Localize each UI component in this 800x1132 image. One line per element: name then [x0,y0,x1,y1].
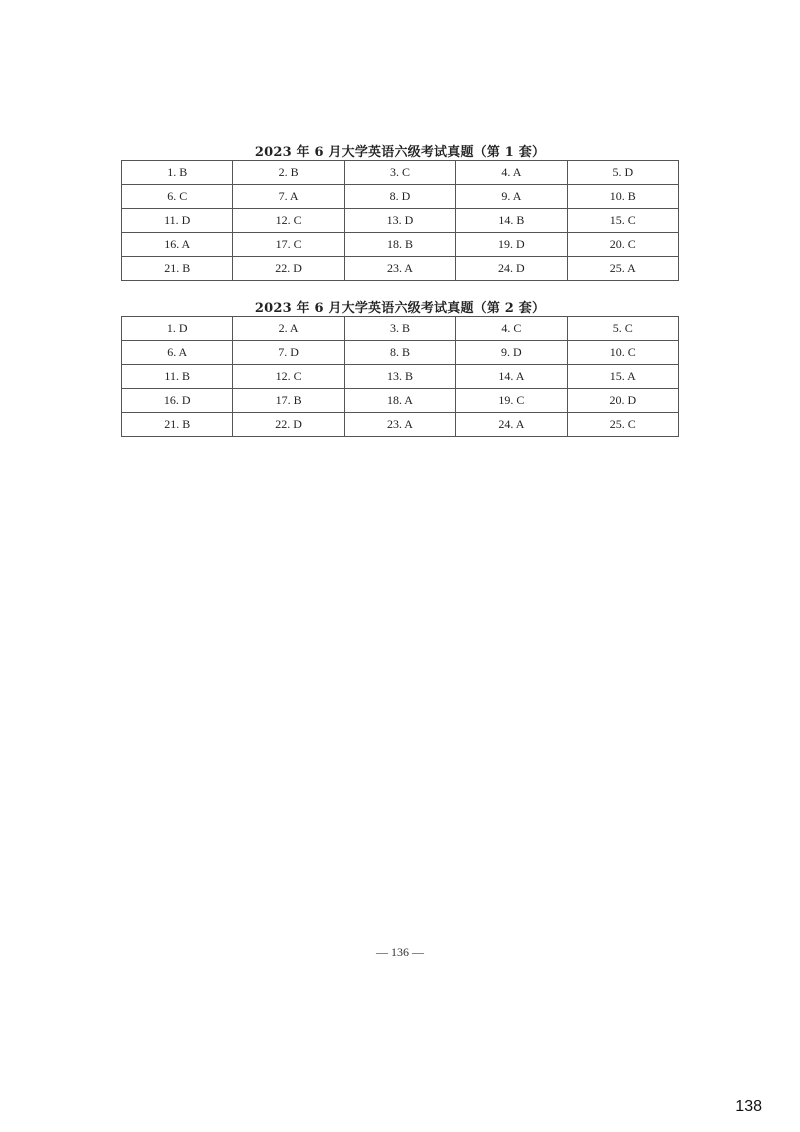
answer-cell: 12. C [233,365,344,389]
answer-cell: 13. B [344,365,455,389]
answer-cell: 18. A [344,389,455,413]
answer-cell: 25. A [567,257,678,281]
answer-table-set-1 [121,160,679,281]
answer-cell: 7. A [233,185,344,209]
answer-cell: 18. B [344,233,455,257]
answer-cell: 2. A [233,317,344,341]
answer-key-title-set-1: 2023 年 6 月大学英语六级考试真题（第 1 套） [254,145,546,160]
table-row [122,389,679,413]
answer-cell: 4. A [456,161,567,185]
answer-cell: 7. D [233,341,344,365]
answer-cell: 20. D [567,389,678,413]
answer-cell: 21. B [122,413,233,437]
answer-cell: 15. C [567,209,678,233]
answer-key-title-set-2: 2023 年 6 月大学英语六级考试真题（第 2 套） [254,301,546,316]
table-row [122,365,679,389]
answer-cell: 22. D [233,413,344,437]
answer-cell: 3. C [344,161,455,185]
answer-cell: 17. B [233,389,344,413]
answer-cell: 5. D [567,161,678,185]
answer-cell: 23. A [344,413,455,437]
answer-cell: 8. D [344,185,455,209]
answer-cell: 9. A [456,185,567,209]
answer-table-body [122,317,679,437]
answer-cell: 16. D [122,389,233,413]
answer-table-body [122,161,679,281]
answer-cell: 13. D [344,209,455,233]
answer-cell: 23. A [344,257,455,281]
table-row [122,209,679,233]
page-number: — 136 — [376,945,424,959]
answer-cell: 8. B [344,341,455,365]
answer-cell: 5. C [567,317,678,341]
answer-cell: 9. D [456,341,567,365]
answer-table-set-2 [121,316,679,437]
answer-cell: 14. B [456,209,567,233]
answer-cell: 3. B [344,317,455,341]
table-row [122,413,679,437]
answer-cell: 19. C [456,389,567,413]
table-row [122,317,679,341]
answer-cell: 10. C [567,341,678,365]
table-row [122,341,679,365]
answer-cell: 25. C [567,413,678,437]
answer-cell: 16. A [122,233,233,257]
answer-cell: 14. A [456,365,567,389]
answer-cell: 10. B [567,185,678,209]
answer-cell: 17. C [233,233,344,257]
answer-cell: 12. C [233,209,344,233]
answer-cell: 11. D [122,209,233,233]
table-row [122,233,679,257]
answer-cell: 1. D [122,317,233,341]
table-row [122,257,679,281]
answer-cell: 20. C [567,233,678,257]
answer-cell: 1. B [122,161,233,185]
answer-cell: 22. D [233,257,344,281]
answer-cell: 11. B [122,365,233,389]
answer-cell: 24. A [456,413,567,437]
answer-cell: 4. C [456,317,567,341]
answer-cell: 19. D [456,233,567,257]
answer-cell: 2. B [233,161,344,185]
answer-cell: 6. C [122,185,233,209]
table-row [122,161,679,185]
answer-cell: 6. A [122,341,233,365]
answer-cell: 24. D [456,257,567,281]
answer-cell: 15. A [567,365,678,389]
scan-page-number: 138 [735,1098,762,1115]
answer-cell: 21. B [122,257,233,281]
table-row [122,185,679,209]
